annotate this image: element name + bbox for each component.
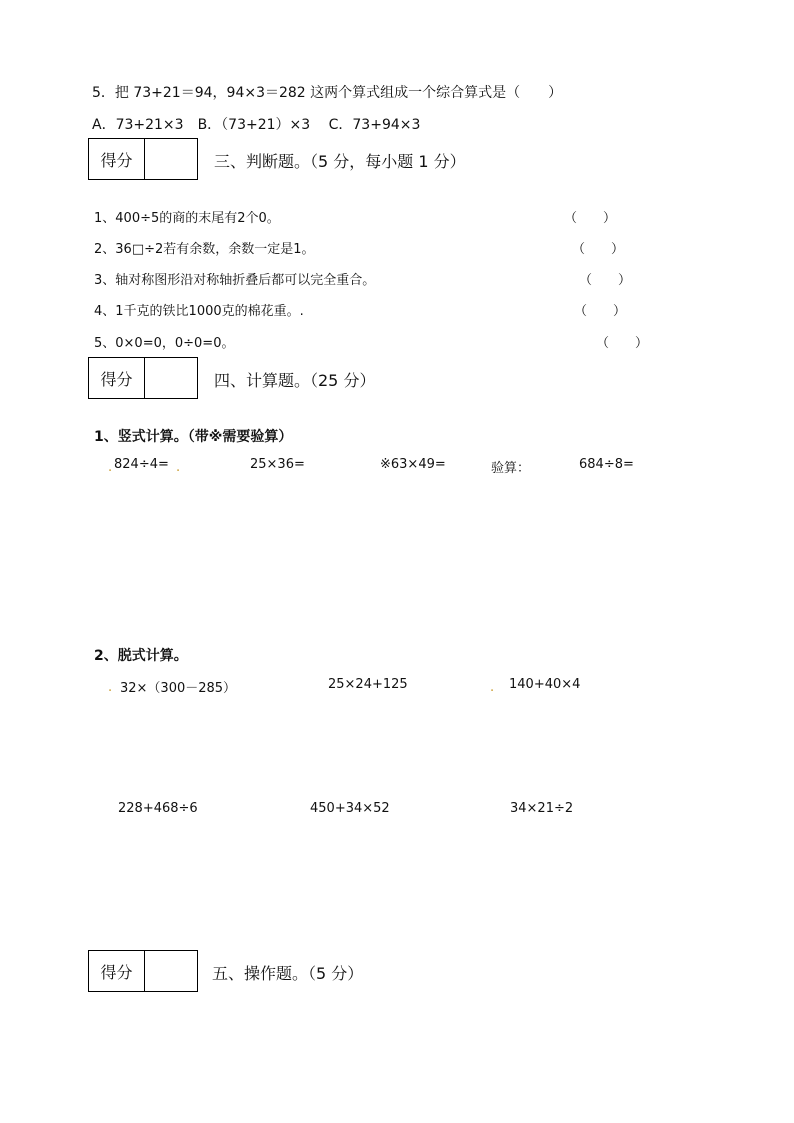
score-value-cell[interactable] bbox=[145, 358, 197, 398]
score-label: 得分 bbox=[89, 139, 145, 179]
step-calc-heading: 2、脱式计算。 bbox=[94, 648, 188, 664]
question-5-stem: 5．把 73+21＝94，94×3＝282 这两个算式组成一个综合算式是（ ） bbox=[92, 85, 563, 101]
judge-item-1: 1、400÷5的商的末尾有2个0。 bbox=[94, 211, 280, 226]
vertical-calc-heading: 1、竖式计算。（带※需要验算） bbox=[94, 429, 293, 445]
judge-answer-1[interactable]: （ ） bbox=[564, 211, 617, 226]
score-value-cell[interactable] bbox=[145, 139, 197, 179]
judge-item-3: 3、轴对称图形沿对称轴折叠后都可以完全重合。 bbox=[94, 273, 376, 288]
score-box-section-5 bbox=[88, 950, 198, 992]
score-box-section-4 bbox=[88, 357, 198, 399]
step-calc-item-4: 228+468÷6 bbox=[118, 801, 198, 816]
judge-answer-2[interactable]: （ ） bbox=[572, 242, 625, 257]
question-5-options: A．73+21×3 B．（73+21）×3 C．73+94×3 bbox=[92, 117, 421, 133]
score-label: 得分 bbox=[89, 358, 145, 398]
vertical-calc-item-4: 684÷8= bbox=[579, 457, 634, 472]
judge-item-4: 4、1千克的铁比1000克的棉花重。. bbox=[94, 304, 304, 319]
step-calc-item-3: 140+40×4 bbox=[509, 677, 581, 692]
judge-item-2: 2、36□÷2若有余数，余数一定是1。 bbox=[94, 242, 315, 257]
score-box-section-3 bbox=[88, 138, 198, 180]
score-label: 得分 bbox=[89, 951, 145, 991]
decorative-dot: . bbox=[108, 460, 113, 475]
section-5-title: 五、操作题。（5 分） bbox=[212, 964, 364, 983]
decorative-dot: . bbox=[176, 460, 181, 475]
step-calc-item-5: 450+34×52 bbox=[310, 801, 390, 816]
vertical-calc-item-1: 824÷4= bbox=[114, 457, 169, 472]
decorative-dot: . bbox=[108, 680, 113, 695]
verify-label: 验算： bbox=[491, 461, 531, 476]
judge-answer-3[interactable]: （ ） bbox=[579, 273, 632, 288]
vertical-calc-item-3: ※63×49= bbox=[380, 457, 446, 472]
decorative-dot: . bbox=[490, 680, 495, 695]
section-3-title: 三、判断题。（5 分，每小题 1 分） bbox=[214, 152, 466, 171]
section-4-title: 四、计算题。（25 分） bbox=[214, 371, 376, 390]
judge-item-5: 5、0×0=0，0÷0=0。 bbox=[94, 336, 235, 351]
judge-answer-4[interactable]: （ ） bbox=[574, 304, 627, 319]
score-value-cell[interactable] bbox=[145, 951, 197, 991]
step-calc-item-2: 25×24+125 bbox=[328, 677, 408, 692]
judge-answer-5[interactable]: （ ） bbox=[596, 336, 649, 351]
step-calc-item-1: 32×（300－285） bbox=[120, 681, 237, 696]
vertical-calc-item-2: 25×36= bbox=[250, 457, 305, 472]
step-calc-item-6: 34×21÷2 bbox=[510, 801, 574, 816]
